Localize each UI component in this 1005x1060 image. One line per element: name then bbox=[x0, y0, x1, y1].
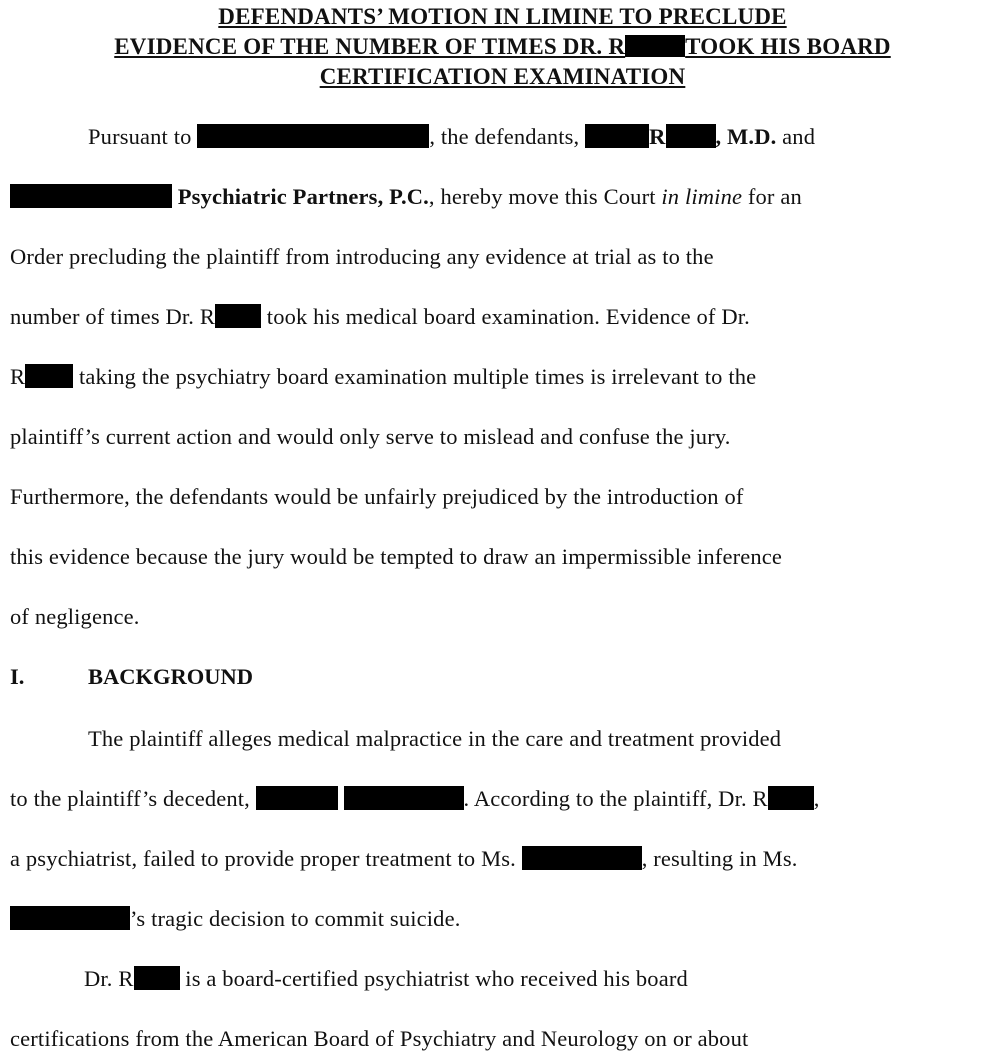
title-line-2-before: EVIDENCE OF THE NUMBER OF TIMES DR. R bbox=[114, 34, 626, 59]
title-line-2 bbox=[0, 32, 1005, 62]
redaction-bar bbox=[768, 786, 814, 810]
redaction-bar bbox=[625, 35, 685, 57]
p1-line-7: Furthermore, the defendants would be unfairly prejudiced by the introduction of bbox=[10, 484, 744, 509]
title-line-2-after: TOOK HIS BOARD bbox=[685, 34, 891, 59]
section-heading: BACKGROUND bbox=[88, 664, 254, 689]
p1-l2-a: , hereby move this Court bbox=[428, 184, 662, 209]
p1-line-8: this evidence because the jury would be tempted to draw an impermissible inference bbox=[10, 544, 783, 569]
redaction-bar bbox=[256, 786, 338, 810]
p1-l5-b: taking the psychiatry board examination multiple times is irrelevant to the bbox=[73, 364, 757, 389]
p2-l2-c: , bbox=[813, 786, 820, 811]
p1-l2-bold: Psychiatric Partners, P.C. bbox=[177, 184, 429, 209]
p1-l1-e: and bbox=[776, 124, 816, 149]
p1-l1-a: Pursuant to bbox=[88, 124, 198, 149]
p1-l2-ital: in limine bbox=[661, 184, 743, 209]
redaction-bar bbox=[197, 124, 429, 148]
p3-l1-b: is a board-certified psychiatrist who received his board bbox=[179, 966, 688, 991]
title-line-1: DEFENDANTS’ MOTION IN LIMINE TO PRECLUDE bbox=[218, 4, 787, 29]
redaction-bar bbox=[344, 786, 464, 810]
redaction-bar bbox=[134, 966, 180, 990]
p2-l2-b: . According to the plaintiff, Dr. R bbox=[463, 786, 768, 811]
p1-l1-d: , M.D. bbox=[715, 124, 777, 149]
p2-line-1: The plaintiff alleges medical malpractice in the care and treatment provided bbox=[88, 726, 782, 751]
p1-line-1 bbox=[88, 122, 815, 152]
p1-line-5 bbox=[10, 362, 756, 392]
p1-line-3: Order precluding the plaintiff from introducing any evidence at trial as to the bbox=[10, 244, 714, 269]
p1-line-9: of negligence. bbox=[10, 604, 140, 629]
section-number: I. bbox=[10, 664, 25, 689]
redaction-bar bbox=[666, 124, 716, 148]
p1-l4-a: number of times Dr. R bbox=[10, 304, 216, 329]
p1-l5-a: R bbox=[10, 364, 26, 389]
p2-l4: ’s tragic decision to commit suicide. bbox=[130, 906, 461, 931]
redaction-bar bbox=[215, 304, 261, 328]
p2-line-4 bbox=[10, 904, 460, 934]
p2-line-2 bbox=[10, 784, 819, 814]
redaction-bar bbox=[25, 364, 73, 388]
p1-line-4 bbox=[10, 302, 750, 332]
p1-l4-b: took his medical board examination. Evidence of Dr. bbox=[261, 304, 750, 329]
p1-l1-b: , the defendants, bbox=[429, 124, 586, 149]
redaction-bar bbox=[585, 124, 649, 148]
p3-line-1 bbox=[84, 964, 688, 994]
p2-l2-a: to the plaintiff’s decedent, bbox=[10, 786, 256, 811]
p1-line-6: plaintiff’s current action and would only serve to mislead and confuse the jury. bbox=[10, 424, 731, 449]
redaction-bar bbox=[10, 906, 130, 930]
p1-l1-c: R bbox=[649, 124, 666, 149]
p2-l3-b: , resulting in Ms. bbox=[641, 846, 798, 871]
p1-line-2 bbox=[10, 182, 802, 212]
title-line-3: CERTIFICATION EXAMINATION bbox=[319, 64, 686, 89]
redaction-bar bbox=[522, 846, 642, 870]
p3-l1-a: Dr. R bbox=[84, 966, 134, 991]
redaction-bar bbox=[10, 184, 172, 208]
p3-line-2: certifications from the American Board of Psychiatry and Neurology on or about bbox=[10, 1026, 749, 1051]
p2-l3-a: a psychiatrist, failed to provide proper treatment to Ms. bbox=[10, 846, 522, 871]
p2-line-3 bbox=[10, 844, 798, 874]
p1-l2-b: for an bbox=[742, 184, 802, 209]
